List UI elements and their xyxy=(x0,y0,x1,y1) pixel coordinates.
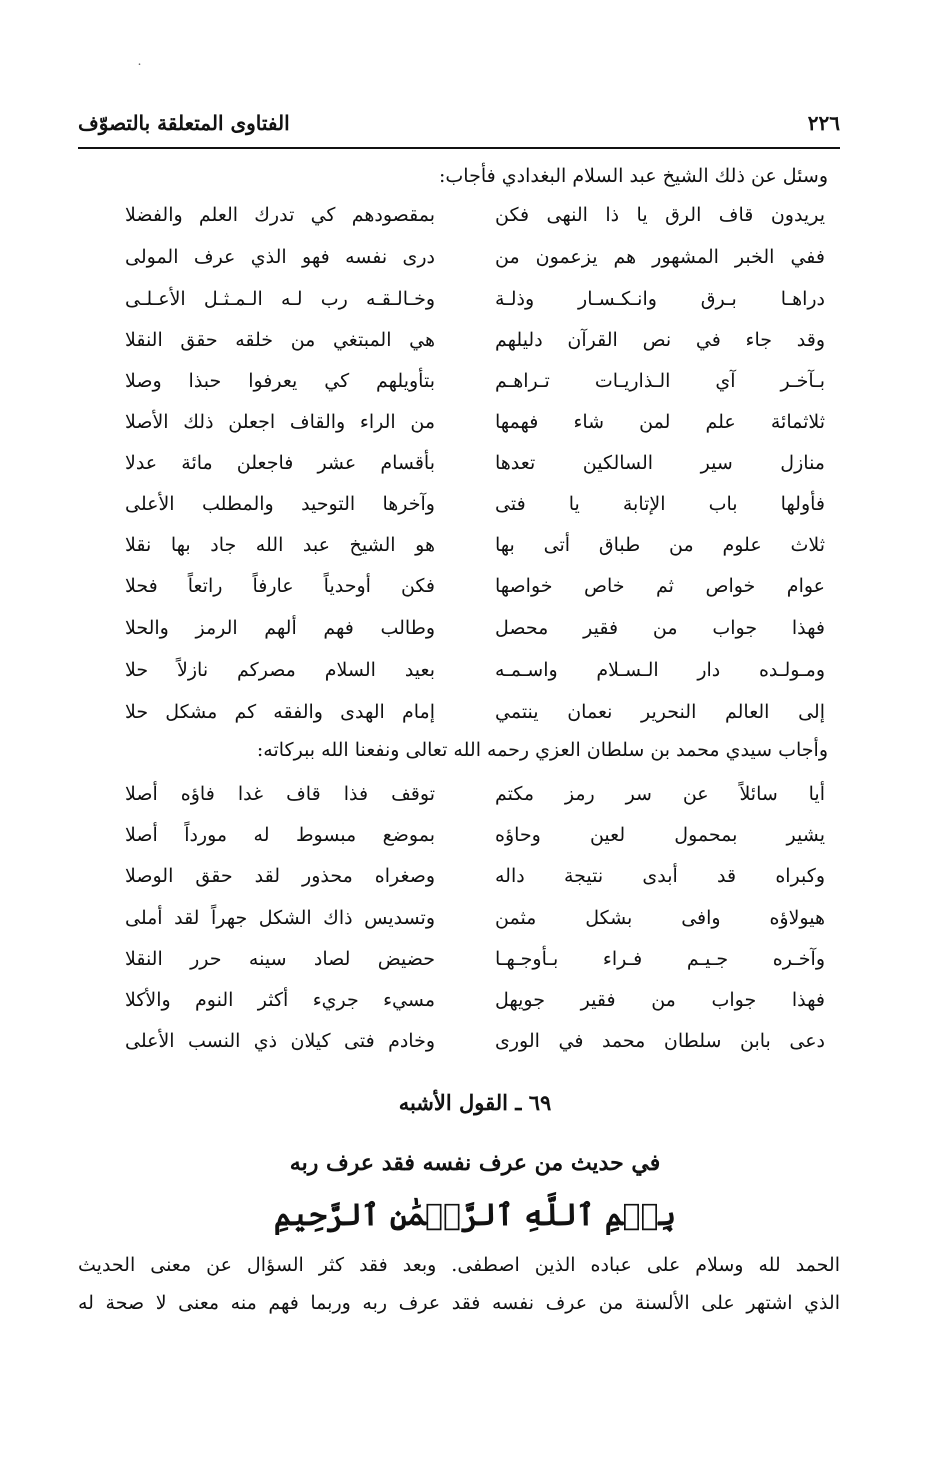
intro-line-1: وسئل عن ذلك الشيخ عبد السلام البغدادي فأجاب: xyxy=(439,165,828,187)
verse-second-half: وخادم فتى كيلان ذي النسب الأعلى xyxy=(125,1030,435,1052)
verse-second-half: حضيض لصاد سينه حرر النقلا xyxy=(125,948,435,970)
poem-1-couplet xyxy=(125,489,825,519)
poem-1-couplet xyxy=(125,284,825,314)
verse-first-half: يشير بمحمول لعين وحاؤه xyxy=(495,824,825,846)
header-rule xyxy=(78,147,840,149)
verse-second-half: وآخرها التوحيد والمطلب الأعلى xyxy=(125,493,435,515)
page-number: ٢٢٦ xyxy=(807,111,840,135)
verse-first-half: أيا سائلاً عن سر رمز مكتم xyxy=(495,783,825,805)
verse-second-half: درى نفسه فهو الذي عرف المولى xyxy=(125,246,435,268)
verse-first-half: وآخـره جـيـم فـراء بـأوجـهـا xyxy=(495,948,825,970)
poem-1-couplet xyxy=(125,242,825,272)
poem-1-couplet xyxy=(125,325,825,355)
poem-1-couplet xyxy=(125,613,825,643)
verse-first-half: ثلاث علوم من طباق أتى بها xyxy=(495,534,825,556)
verse-first-half: فأولها باب الإتابة يا فتى xyxy=(495,493,825,515)
verse-second-half: وخـالـقـه رب لـه الـمـثـل الأعـلـى xyxy=(125,288,435,310)
intro-line-2: وأجاب سيدي محمد بن سلطان العزي رحمه الله تعالى ونفعنا الله ببركاته: xyxy=(256,739,828,761)
verse-second-half: مسيء جريء أكثر النوم والأكلا xyxy=(125,989,435,1011)
verse-second-half: بأقسام عشر فاجعلن مائة عدلا xyxy=(125,452,435,474)
verse-second-half: بموضع مبسوط له مورداً أصلا xyxy=(125,824,435,846)
verse-second-half: هو الشيخ عبد الله جاد بها نقلا xyxy=(125,534,435,556)
poem-2-couplet xyxy=(125,985,825,1015)
poem-1-couplet xyxy=(125,571,825,601)
poem-1-couplet xyxy=(125,366,825,396)
poem-1-couplet xyxy=(125,530,825,560)
verse-first-half: فهذا جواب من فقير جويهل xyxy=(495,989,825,1011)
verse-second-half: وطالب فهم ألهم الرمز والحلا xyxy=(125,617,435,639)
verse-first-half: هيولاؤه وافى بشكل مثمن xyxy=(495,907,825,929)
poem-2-couplet xyxy=(125,944,825,974)
verse-first-half: دعى بابن سلطان محمد في الورى xyxy=(495,1030,825,1052)
verse-second-half: بمقصودهم كي تدرك العلم والفضلا xyxy=(125,204,435,226)
verse-first-half: يريدون قاف الرق يا ذا النهى فكن xyxy=(495,204,825,226)
poem-1-couplet xyxy=(125,448,825,478)
body-paragraph-line: الذي اشتهر على الألسنة من عرف نفسه فقد عرف ربه وربما فهم منه معنى لا صحة له xyxy=(78,1292,840,1314)
verse-second-half: فكن أوحدياً عارفاً راتعاً فحلا xyxy=(125,575,435,597)
section-subtitle: في حديث من عرف نفسه فقد عرف ربه xyxy=(289,1150,661,1176)
verse-first-half: ثلاثمائة علم لمن شاء فهمها xyxy=(495,411,825,433)
verse-first-half: عوام خواص ثم خاص خواصها xyxy=(495,575,825,597)
verse-second-half: إمام الهدى والفقه كم مشكل حلا xyxy=(125,701,435,723)
poem-1-couplet xyxy=(125,407,825,437)
verse-first-half: وكبراه قد أبدى نتيجة داله xyxy=(495,865,825,887)
running-header xyxy=(78,103,840,143)
verse-first-half: دراهـا بـرق وانـكـسـار وذلـة xyxy=(495,288,825,310)
poem-2-couplet xyxy=(125,820,825,850)
verse-second-half: وتسديس ذاك الشكل جهراً لقد أملى xyxy=(125,907,435,929)
section-heading: ٦٩ ـ القول الأشبه xyxy=(398,1090,552,1115)
poem-1-couplet xyxy=(125,200,825,230)
verse-second-half: بعيد السلام مصركم نازلاً حلا xyxy=(125,659,435,681)
verse-second-half: وصغراه محذور لقد حقق الوصلا xyxy=(125,865,435,887)
body-paragraph-line: الحمد لله وسلام على عباده الذين اصطفى. وبعد فقد كثر السؤال عن معنى الحديث xyxy=(78,1254,840,1276)
verse-first-half: ففي الخبر المشهور هم يزعمون من xyxy=(495,246,825,268)
basmala-calligraphy: بِسۡمِ ٱللَّهِ ٱلرَّحۡمَٰنِ ٱلرَّحِيمِ xyxy=(273,1198,677,1233)
poem-2-couplet xyxy=(125,779,825,809)
verse-second-half: هي المبتغي من خلقه حقق النقلا xyxy=(125,329,435,351)
stray-dot-mark: ˙ xyxy=(136,62,143,78)
poem-2-couplet xyxy=(125,861,825,891)
running-title: الفتاوى المتعلقة بالتصوّف xyxy=(78,111,290,135)
verse-first-half: وقد جاء في نص القرآن دليلهم xyxy=(495,329,825,351)
verse-first-half: ومـولـده دار الـسـلام واسـمـه xyxy=(495,659,825,681)
verse-first-half: بـآخـر آي الـذاريـات تـراهـم xyxy=(495,370,825,392)
verse-second-half: من الراء والقاف اجعلن ذلك الأصلا xyxy=(125,411,435,433)
poem-1-couplet xyxy=(125,697,825,727)
verse-second-half: بتأويلهم كي يعرفوا حبذا وصلا xyxy=(125,370,435,392)
verse-first-half: منازل سير السالكين تعدها xyxy=(495,452,825,474)
poem-2-couplet xyxy=(125,1026,825,1056)
poem-1-couplet xyxy=(125,655,825,685)
verse-second-half: توقف فذا قاف غدا فاؤه أصلا xyxy=(125,783,435,805)
verse-first-half: إلى العالم النحرير نعمان ينتمي xyxy=(495,701,825,723)
poem-2-couplet xyxy=(125,903,825,933)
verse-first-half: فهذا جواب من فقير محصل xyxy=(495,617,825,639)
